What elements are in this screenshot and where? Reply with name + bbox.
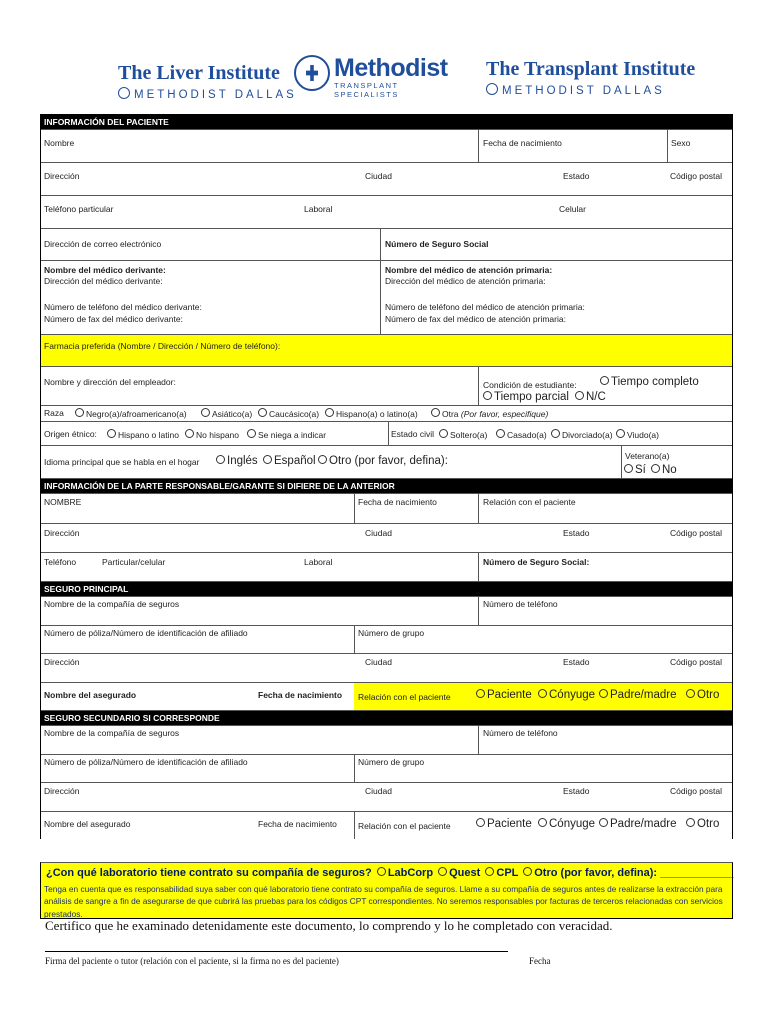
date-label: Fecha bbox=[529, 956, 551, 966]
label-raza: Raza bbox=[44, 408, 64, 418]
liver-institute-sub: METHODIST DALLAS bbox=[134, 89, 297, 101]
field-correo[interactable]: Dirección de correo electrónico bbox=[44, 239, 162, 249]
field-sec-asegurado[interactable]: Nombre del asegurado bbox=[44, 819, 131, 829]
radio-idioma-otro[interactable]: Otro (por favor, defina): bbox=[316, 455, 448, 467]
secondary-row-insured bbox=[41, 812, 732, 839]
field-prim-estado[interactable]: Estado bbox=[563, 657, 590, 667]
radio-sec-otro[interactable]: Otro bbox=[684, 818, 719, 830]
label-veterano: Veterano(a) bbox=[625, 451, 670, 461]
radio-raza-otra[interactable]: Otra (Por favor, especifique) bbox=[429, 408, 548, 419]
methodist-cross-icon bbox=[294, 55, 330, 91]
radio-raza-asiatico[interactable]: Asiático(a) bbox=[199, 408, 252, 419]
radio-tiempo-parcial[interactable]: Tiempo parcial bbox=[481, 391, 569, 403]
patient-row-employer bbox=[41, 367, 732, 406]
field-prim-ciudad[interactable]: Ciudad bbox=[365, 657, 392, 667]
lab-question-line bbox=[46, 867, 734, 879]
field-fax-derivante[interactable]: Número de fax del médico derivante: bbox=[44, 314, 183, 324]
responsible-row-address bbox=[41, 524, 732, 553]
primary-row-company bbox=[41, 597, 732, 626]
lab-section bbox=[40, 862, 733, 919]
primary-row-address bbox=[41, 654, 732, 683]
field-resp-ciudad[interactable]: Ciudad bbox=[365, 528, 392, 538]
patient-row-ethnic bbox=[41, 422, 732, 446]
field-sec-estado[interactable]: Estado bbox=[563, 786, 590, 796]
signature-line[interactable] bbox=[45, 951, 508, 952]
patient-row-address bbox=[41, 163, 732, 196]
radio-raza-negro[interactable]: Negro(a)/afroamericano(a) bbox=[73, 408, 187, 419]
secondary-row-policy bbox=[41, 755, 732, 783]
radio-veterano-no[interactable]: No bbox=[649, 464, 677, 476]
label-resp-telefono: Teléfono bbox=[44, 557, 77, 567]
field-fax-primaria[interactable]: Número de fax del médico de atención primaria: bbox=[385, 314, 566, 324]
field-medico-primaria[interactable]: Nombre del médico de atención primaria: bbox=[385, 265, 553, 275]
transplant-institute-sub: METHODIST DALLAS bbox=[502, 85, 665, 97]
responsible-row-phone bbox=[41, 553, 732, 582]
field-sec-poliza[interactable]: Número de póliza/Número de identificación de afiliado bbox=[44, 757, 248, 767]
radio-prim-conyuge[interactable]: Cónyuge bbox=[536, 689, 595, 701]
label-idioma: Idioma principal que se habla en el hogar bbox=[44, 457, 200, 467]
field-fecha-nacimiento[interactable]: Fecha de nacimiento bbox=[483, 138, 562, 148]
primary-row-policy bbox=[41, 626, 732, 654]
section-header-patient: INFORMACIÓN DEL PACIENTE bbox=[41, 115, 732, 130]
section-header-secondary: SEGURO SECUNDARIO SI CORRESPONDE bbox=[41, 711, 732, 726]
field-prim-codigo-postal[interactable]: Código postal bbox=[670, 657, 722, 667]
field-prim-fecha-nacimiento[interactable]: Fecha de nacimiento bbox=[258, 690, 343, 700]
methodist-mark-icon bbox=[118, 87, 130, 99]
logo-bar bbox=[0, 50, 770, 106]
radio-sec-padre[interactable]: Padre/madre bbox=[597, 818, 676, 830]
field-sexo[interactable]: Sexo bbox=[671, 138, 691, 148]
field-sec-grupo[interactable]: Número de grupo bbox=[358, 757, 425, 767]
section-header-responsible: INFORMACIÓN DE LA PARTE RESPONSABLE/GARANTE SI DIFIERE DE LA ANTERIOR bbox=[41, 479, 732, 494]
section-header-primary: SEGURO PRINCIPAL bbox=[41, 582, 732, 597]
field-direccion[interactable]: Dirección bbox=[44, 171, 80, 181]
field-prim-poliza[interactable]: Número de póliza/Número de identificación de afiliado bbox=[44, 628, 248, 638]
lab-note: Tenga en cuenta que es responsabilidad suya saber con qué laboratorio tiene contrato su compañía de seguros. Llame a su compañía de seguros antes de realizarse la extracción para análisis de sangre a fin de asegurarse de que cubrirá las pruebas para los códigos CPT correspondientes. No seremos responsables por facturas de terceros relacionadas con servicios prestados. bbox=[44, 884, 723, 919]
label-sec-relacion: Relación con el paciente bbox=[358, 821, 451, 831]
methodist-name: Methodist bbox=[334, 54, 448, 82]
field-tel-primaria[interactable]: Número de teléfono del médico de atención primaria: bbox=[385, 302, 585, 312]
radio-idioma-ingles[interactable]: Inglés bbox=[214, 455, 258, 467]
patient-row-name bbox=[41, 130, 732, 163]
patient-row-race bbox=[41, 406, 732, 422]
radio-circle-icon bbox=[600, 376, 609, 385]
radio-tiempo-completo[interactable]: Tiempo completo bbox=[598, 376, 699, 388]
field-prim-asegurado[interactable]: Nombre del asegurado bbox=[44, 690, 137, 700]
transplant-institute-logo bbox=[486, 58, 695, 97]
radio-lab-otro[interactable]: Otro (por favor, defina): ____________ bbox=[521, 867, 733, 879]
methodist-sub: TRANSPLANT SPECIALISTS bbox=[334, 81, 399, 99]
secondary-row-address bbox=[41, 783, 732, 812]
field-resp-ssn[interactable]: Número de Seguro Social: bbox=[483, 557, 590, 567]
secondary-row-company bbox=[41, 726, 732, 755]
methodist-logo bbox=[294, 54, 448, 99]
field-resp-codigo-postal[interactable]: Código postal bbox=[670, 528, 722, 538]
responsible-row-name bbox=[41, 494, 732, 524]
radio-civil-soltero[interactable]: Soltero(a) bbox=[437, 429, 487, 440]
certification-text: Certifico que he examinado detenidamente este documento, lo comprendo y lo he completado con veracidad. bbox=[45, 918, 613, 933]
radio-lab-cpl[interactable]: CPL bbox=[483, 867, 518, 879]
radio-origen-hispano[interactable]: Hispano o latino bbox=[105, 429, 179, 440]
field-sec-compania[interactable]: Nombre de la compañía de seguros bbox=[44, 728, 180, 738]
radio-civil-casado[interactable]: Casado(a) bbox=[494, 429, 547, 440]
radio-lab-quest[interactable]: Quest bbox=[436, 867, 480, 879]
patient-row-pharmacy bbox=[41, 335, 732, 367]
lab-question: ¿Con qué laboratorio tiene contrato su compañía de seguros? bbox=[46, 867, 372, 879]
field-celular[interactable]: Celular bbox=[559, 204, 586, 214]
field-ssn[interactable]: Número de Seguro Social bbox=[385, 239, 489, 249]
label-estado-civil: Estado civil bbox=[391, 429, 434, 439]
field-resp-direccion[interactable]: Dirección bbox=[44, 528, 80, 538]
radio-nc[interactable]: N/C bbox=[573, 391, 606, 403]
radio-prim-paciente[interactable]: Paciente bbox=[474, 689, 532, 701]
field-prim-grupo[interactable]: Número de grupo bbox=[358, 628, 425, 638]
field-ciudad[interactable]: Ciudad bbox=[365, 171, 392, 181]
radio-origen-no-hispano[interactable]: No hispano bbox=[183, 429, 239, 440]
liver-institute-logo bbox=[118, 62, 297, 101]
transplant-institute-name: The Transplant Institute bbox=[486, 58, 696, 80]
radio-raza-caucasico[interactable]: Caucásico(a) bbox=[256, 408, 319, 419]
field-medico-derivante[interactable]: Nombre del médico derivante: bbox=[44, 265, 166, 275]
primary-row-insured bbox=[41, 683, 732, 711]
registration-form bbox=[40, 114, 733, 839]
radio-sec-paciente[interactable]: Paciente bbox=[474, 818, 532, 830]
field-sec-fecha-nacimiento[interactable]: Fecha de nacimiento bbox=[258, 819, 337, 829]
field-resp-relacion[interactable]: Relación con el paciente bbox=[483, 497, 576, 507]
patient-row-language bbox=[41, 446, 732, 479]
field-resp-laboral[interactable]: Laboral bbox=[304, 557, 333, 567]
field-codigo-postal[interactable]: Código postal bbox=[670, 171, 722, 181]
field-dir-medico-derivante[interactable]: Dirección del médico derivante: bbox=[44, 276, 163, 286]
field-sec-codigo-postal[interactable]: Código postal bbox=[670, 786, 722, 796]
label-estudiante: Condición de estudiante: bbox=[483, 380, 577, 390]
field-laboral[interactable]: Laboral bbox=[304, 204, 333, 214]
radio-circle-icon bbox=[575, 391, 584, 400]
radio-raza-hispano[interactable]: Hispano(a) o latino(a) bbox=[323, 408, 418, 419]
field-telefono-particular[interactable]: Teléfono particular bbox=[44, 204, 114, 214]
field-dir-medico-primaria[interactable]: Dirección del médico de atención primaria: bbox=[385, 276, 546, 286]
field-sec-ciudad[interactable]: Ciudad bbox=[365, 786, 392, 796]
patient-row-doctors bbox=[41, 261, 732, 335]
radio-idioma-espanol[interactable]: Español bbox=[261, 455, 316, 467]
field-farmacia[interactable]: Farmacia preferida (Nombre / Dirección / Número de teléfono): bbox=[44, 341, 281, 351]
field-nombre[interactable]: Nombre bbox=[44, 138, 75, 148]
radio-prim-otro[interactable]: Otro bbox=[684, 689, 719, 701]
field-resp-estado[interactable]: Estado bbox=[563, 528, 590, 538]
radio-sec-conyuge[interactable]: Cónyuge bbox=[536, 818, 595, 830]
signature-label: Firma del paciente o tutor (relación con el paciente, si la firma no es del paciente) bbox=[45, 956, 339, 966]
methodist-mark-icon bbox=[486, 83, 498, 95]
radio-veterano-si[interactable]: Sí bbox=[622, 464, 646, 476]
patient-row-phone bbox=[41, 196, 732, 229]
label-prim-relacion: Relación con el paciente bbox=[358, 692, 451, 702]
field-resp-fecha-nacimiento[interactable]: Fecha de nacimiento bbox=[358, 497, 437, 507]
field-estado[interactable]: Estado bbox=[563, 171, 590, 181]
label-origen: Origen étnico: bbox=[44, 429, 97, 439]
field-prim-direccion[interactable]: Dirección bbox=[44, 657, 80, 667]
patient-row-email bbox=[41, 229, 732, 261]
radio-lab-labcorp[interactable]: LabCorp bbox=[375, 867, 433, 879]
field-empleador[interactable]: Nombre y dirección del empleador: bbox=[44, 377, 176, 387]
radio-origen-niega[interactable]: Se niega a indicar bbox=[245, 429, 326, 440]
radio-civil-divorciado[interactable]: Divorciado(a) bbox=[549, 429, 613, 440]
field-sec-telefono[interactable]: Número de teléfono bbox=[483, 728, 558, 738]
field-prim-telefono[interactable]: Número de teléfono bbox=[483, 599, 558, 609]
field-resp-particular[interactable]: Particular/celular bbox=[102, 557, 166, 567]
radio-circle-icon bbox=[483, 391, 492, 400]
radio-civil-viudo[interactable]: Viudo(a) bbox=[614, 429, 659, 440]
radio-prim-padre[interactable]: Padre/madre bbox=[597, 689, 676, 701]
liver-institute-name: The Liver Institute bbox=[118, 62, 280, 84]
field-resp-nombre[interactable]: NOMBRE bbox=[44, 497, 82, 507]
field-tel-derivante[interactable]: Número de teléfono del médico derivante: bbox=[44, 302, 202, 312]
field-prim-compania[interactable]: Nombre de la compañía de seguros bbox=[44, 599, 180, 609]
field-sec-direccion[interactable]: Dirección bbox=[44, 786, 80, 796]
